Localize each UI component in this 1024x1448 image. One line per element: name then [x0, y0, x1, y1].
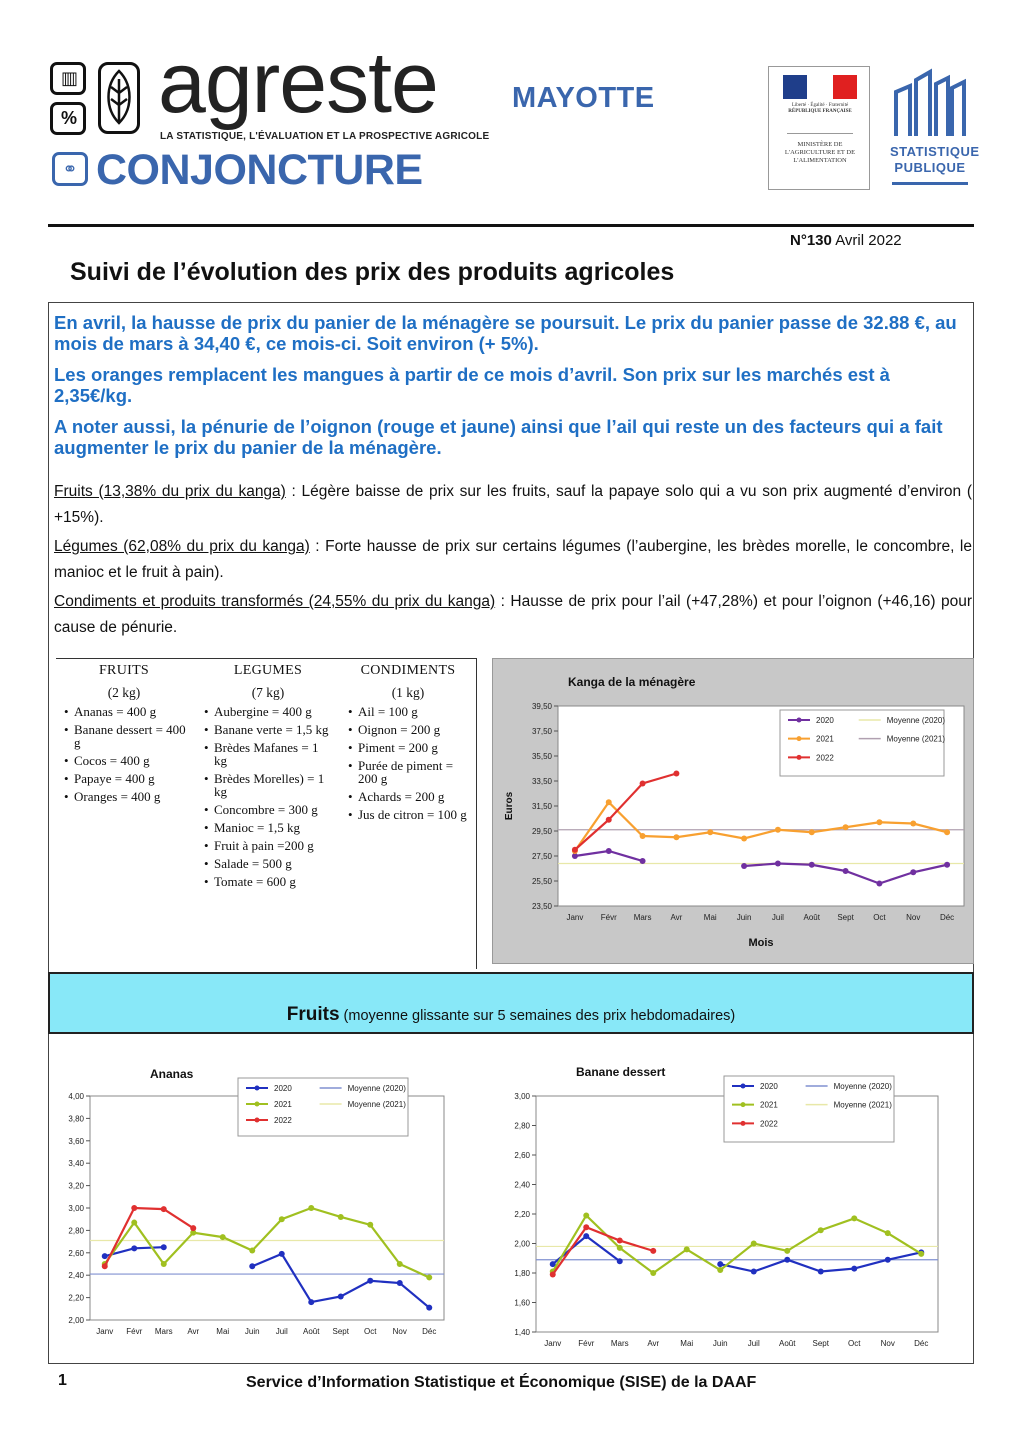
y-tick-label: 35,50 — [531, 752, 552, 761]
condiments-column — [346, 663, 470, 826]
data-point — [606, 848, 612, 854]
x-axis-label: Mois — [748, 937, 774, 949]
y-tick-label: 2,80 — [514, 1121, 530, 1131]
data-point — [876, 881, 882, 887]
legend-label: Moyenne (2021) — [886, 734, 945, 744]
paragraph-condiments-text: : Hausse de prix pour l’ail (+47,28%) et pour l’oignon (+46,16) pour cause de pénurie. — [54, 593, 972, 636]
data-point — [102, 1253, 108, 1259]
product-item: • Ananas = 400 g — [74, 705, 186, 718]
product-item: • Tomate = 600 g — [214, 875, 334, 888]
brand-name: agreste — [158, 35, 438, 131]
y-tick-label: 2,00 — [514, 1239, 530, 1249]
legend-marker — [255, 1086, 260, 1091]
data-point — [775, 827, 781, 833]
statistique-publique-logo — [890, 66, 980, 190]
x-tick-label: Févr — [600, 913, 617, 922]
product-item: • Banane dessert = 400 g — [74, 723, 186, 749]
legend-label: 2022 — [816, 753, 834, 763]
product-item: • Cocos = 400 g — [74, 754, 186, 767]
fruits-band-subtitle: (moyenne glissante sur 5 semaines des prix hebdomadaires) — [339, 1008, 736, 1024]
y-tick-label: 1,60 — [514, 1298, 530, 1308]
x-tick-label: Sept — [837, 913, 854, 922]
issue-line — [790, 232, 902, 249]
x-tick-label: Avr — [647, 1339, 660, 1348]
data-point — [944, 829, 950, 835]
y-tick-label: 33,50 — [531, 777, 552, 786]
x-tick-label: Mai — [680, 1339, 694, 1348]
bar-chart-icon: ▥ — [50, 62, 86, 95]
data-point — [818, 1269, 824, 1275]
agreste-logo-icons — [50, 62, 146, 140]
data-point — [397, 1261, 403, 1267]
x-tick-label: Juin — [244, 1327, 260, 1336]
x-tick-label: Mai — [703, 913, 717, 922]
y-tick-label: 4,00 — [68, 1092, 84, 1101]
y-tick-label: 3,40 — [68, 1159, 84, 1169]
legend-label: Moyenne (2020) — [886, 716, 945, 725]
data-point — [673, 771, 679, 777]
legend-label: 2021 — [760, 1100, 778, 1110]
data-point — [775, 861, 781, 867]
data-point — [131, 1245, 137, 1251]
legumes-column — [202, 663, 334, 893]
x-tick-label: Févr — [126, 1327, 143, 1336]
x-tick-label: Juil — [771, 913, 784, 922]
x-tick-label: Nov — [392, 1327, 407, 1336]
legend-label: Moyenne (2021) — [833, 1100, 892, 1110]
data-point — [367, 1278, 373, 1284]
legend-marker — [741, 1084, 746, 1089]
y-tick-label: 2,40 — [68, 1271, 84, 1281]
x-tick-label: Janv — [96, 1327, 114, 1336]
data-point — [784, 1248, 790, 1254]
y-tick-label: 29,50 — [531, 827, 552, 836]
y-tick-label: 31,50 — [531, 802, 552, 811]
data-point — [717, 1267, 723, 1273]
fruits-column — [62, 663, 186, 808]
share-icon: ⚭ — [52, 152, 88, 186]
kanga-composition — [56, 658, 477, 969]
x-tick-label: Juin — [736, 913, 752, 922]
legend-label: 2021 — [274, 1100, 292, 1109]
y-tick-label: 3,00 — [514, 1092, 530, 1101]
fruits-band-title: Fruits — [286, 1004, 340, 1025]
paragraph-legumes-label: Légumes (62,08% du prix du kanga) — [54, 538, 310, 555]
condiments-column-weight: (1 kg) — [391, 685, 425, 700]
issue-date: Avril 2022 — [835, 232, 902, 249]
highlight-3: A noter aussi, la pénurie de l’oignon (rouge et jaune) ainsi que l’ail qui reste un des facteurs qui a fait augmenter le prix du panier de la ménagère. — [54, 416, 943, 458]
x-tick-label: Juin — [712, 1339, 728, 1348]
product-item: • Salade = 500 g — [214, 857, 334, 870]
data-point — [818, 1227, 824, 1233]
region-name: MAYOTTE — [512, 82, 655, 114]
x-tick-label: Août — [803, 913, 820, 922]
x-tick-label: Avr — [670, 913, 683, 922]
condiments-list — [346, 705, 470, 821]
data-point — [640, 781, 646, 787]
legend-marker — [797, 718, 802, 723]
data-point — [717, 1261, 723, 1267]
x-tick-label: Déc — [939, 913, 955, 922]
header-rule — [48, 224, 974, 227]
data-point — [707, 829, 713, 835]
product-item: • Papaye = 400 g — [74, 772, 186, 785]
data-point — [650, 1248, 656, 1254]
product-item: • Purée de piment = 200 g — [358, 759, 470, 785]
series-name: CONJONCTURE — [96, 146, 423, 194]
x-tick-label: Nov — [906, 913, 921, 922]
data-point — [102, 1263, 108, 1269]
data-point — [426, 1305, 432, 1311]
data-point — [885, 1230, 891, 1236]
legend-label: 2022 — [274, 1116, 292, 1125]
data-point — [918, 1251, 924, 1257]
data-point — [741, 836, 747, 842]
x-tick-label: Sept — [812, 1339, 829, 1348]
y-tick-label: 2,20 — [514, 1210, 530, 1219]
data-point — [809, 862, 815, 868]
data-point — [640, 858, 646, 864]
y-tick-label: 1,80 — [514, 1269, 530, 1278]
product-item: • Jus de citron = 100 g — [358, 808, 470, 821]
x-tick-label: Oct — [873, 913, 886, 922]
data-point — [885, 1257, 891, 1263]
data-point — [751, 1269, 757, 1275]
data-point — [367, 1222, 373, 1228]
product-item: • Fruit à pain =200 g — [214, 839, 334, 852]
x-tick-label: Mai — [216, 1327, 230, 1336]
data-point — [606, 799, 612, 805]
data-point — [161, 1261, 167, 1267]
paragraph-condiments-label: Condiments et produits transformés (24,55% du prix du kanga) — [54, 593, 496, 610]
legumes-list — [202, 705, 334, 888]
ministry-motto: Liberté · Égalité · Fraternité — [791, 103, 849, 108]
y-tick-label: 37,50 — [531, 727, 552, 736]
legend-label: Moyenne (2021) — [347, 1100, 406, 1109]
data-point — [572, 847, 578, 853]
data-point — [876, 819, 882, 825]
legend-label: Moyenne (2020) — [347, 1084, 406, 1093]
data-point — [308, 1205, 314, 1211]
legend-label: 2020 — [274, 1084, 292, 1093]
data-point — [279, 1216, 285, 1222]
x-tick-label: Mars — [154, 1327, 173, 1336]
data-point — [684, 1246, 690, 1252]
legend-label: 2020 — [760, 1082, 778, 1091]
data-point — [640, 833, 646, 839]
data-point — [279, 1251, 285, 1257]
statpub-label: STATISTIQUE PUBLIQUE — [890, 144, 980, 176]
paragraph-fruits-label: Fruits (13,38% du prix du kanga) — [54, 483, 286, 500]
x-tick-label: Févr — [578, 1339, 595, 1348]
data-point — [843, 824, 849, 830]
data-point — [910, 821, 916, 827]
ministry-logo — [768, 66, 870, 190]
legend-marker — [255, 1102, 260, 1107]
product-item: • Oranges = 400 g — [74, 790, 186, 803]
statpub-building-icon — [890, 66, 970, 142]
x-tick-label: Août — [303, 1327, 320, 1336]
x-tick-label: Mars — [610, 1339, 629, 1348]
data-point — [338, 1293, 344, 1299]
chart-title: Kanga de la ménagère — [568, 675, 696, 689]
data-point — [751, 1241, 757, 1247]
data-point — [843, 868, 849, 874]
x-tick-label: Août — [779, 1339, 796, 1348]
percent-icon: % — [50, 102, 86, 135]
data-point — [617, 1258, 623, 1264]
product-item: • Brèdes Morelles) = 1 kg — [214, 772, 334, 798]
product-item: • Banane verte = 1,5 kg — [214, 723, 334, 736]
data-point — [741, 863, 747, 869]
paragraph-fruits — [54, 479, 972, 531]
data-point — [338, 1214, 344, 1220]
y-tick-label: 3,60 — [68, 1136, 84, 1146]
product-item: • Brèdes Mafanes = 1 kg — [214, 741, 334, 767]
y-tick-label: 2,00 — [68, 1316, 84, 1325]
highlight-1: En avril, la hausse de prix du panier de la ménagère se poursuit. Le prix du panier passe de 32.88 €, au mois de mars à 34,40 €, ce mois-ci. Soit environ (+ 5%). — [54, 312, 957, 354]
data-point — [249, 1248, 255, 1254]
product-item: • Achards = 200 g — [358, 790, 470, 803]
y-tick-label: 3,00 — [68, 1204, 84, 1213]
y-tick-label: 3,80 — [68, 1114, 84, 1124]
y-tick-label: 2,60 — [514, 1151, 530, 1160]
y-tick-label: 2,20 — [68, 1293, 84, 1303]
paragraph-legumes — [54, 534, 972, 586]
chart-title: Banane dessert — [576, 1065, 666, 1079]
data-point — [851, 1266, 857, 1272]
french-flag-icon — [783, 75, 857, 99]
fruits-column-weight: (2 kg) — [107, 685, 141, 700]
data-point — [131, 1220, 137, 1226]
x-tick-label: Oct — [848, 1339, 861, 1348]
footer-text: Service d’Information Statistique et Économique (SISE) de la DAAF — [246, 1374, 757, 1391]
legend-marker — [797, 736, 802, 741]
data-point — [249, 1263, 255, 1269]
legend-label: Moyenne (2020) — [833, 1082, 892, 1091]
y-axis-label: Euros — [504, 791, 515, 821]
banane-chart — [494, 1046, 954, 1354]
legend-label: 2020 — [816, 716, 834, 725]
data-point — [583, 1233, 589, 1239]
product-item: • Aubergine = 400 g — [214, 705, 334, 718]
legumes-column-title: LEGUMES — [233, 663, 303, 678]
y-tick-label: 27,50 — [531, 852, 552, 861]
fruits-list — [62, 705, 186, 803]
product-item: • Oignon = 200 g — [358, 723, 470, 736]
issue-number: N°130 — [790, 232, 832, 249]
x-tick-label: Janv — [544, 1339, 562, 1348]
y-tick-label: 2,80 — [68, 1226, 84, 1236]
data-point — [673, 834, 679, 840]
page-title: Suivi de l’évolution des prix des produits agricoles — [70, 258, 675, 286]
fruits-section-band — [48, 972, 974, 1034]
ananas-chart — [50, 1046, 474, 1354]
data-point — [617, 1238, 623, 1244]
y-tick-label: 23,50 — [531, 902, 552, 911]
data-point — [809, 829, 815, 835]
data-point — [944, 862, 950, 868]
data-point — [910, 869, 916, 875]
x-tick-label: Déc — [422, 1327, 437, 1336]
product-item: • Ail = 100 g — [358, 705, 470, 718]
paragraph-legumes-text: : Forte hausse de prix sur certains légumes (l’aubergine, les brèdes morelle, le concombre, le manioc et le fruit à pain). — [54, 538, 972, 581]
x-tick-label: Oct — [364, 1327, 377, 1336]
y-tick-label: 3,20 — [68, 1181, 84, 1191]
data-point — [650, 1270, 656, 1276]
legend-label: 2021 — [816, 734, 834, 744]
highlight-2: Les oranges remplacent les mangues à partir de ce mois d’avril. Son prix sur les marchés est à 2,35€/kg. — [54, 364, 890, 406]
data-point — [220, 1234, 226, 1240]
paragraph-fruits-text: : Légère baisse de prix sur les fruits, sauf la papaye solo qui a vu son prix augmenté d’environ ( +15%). — [54, 483, 972, 526]
data-point — [308, 1299, 314, 1305]
condiments-column-title: CONDIMENTS — [360, 663, 456, 678]
data-point — [583, 1212, 589, 1218]
page-number: 1 — [58, 1372, 67, 1389]
y-tick-label: 2,40 — [514, 1180, 530, 1190]
legend-label: 2022 — [760, 1119, 778, 1129]
x-tick-label: Avr — [187, 1327, 200, 1336]
y-tick-label: 2,60 — [68, 1248, 84, 1258]
y-tick-label: 25,50 — [531, 877, 552, 886]
product-item: • Concombre = 300 g — [214, 803, 334, 816]
y-tick-label: 1,40 — [514, 1328, 530, 1337]
x-tick-label: Janv — [566, 913, 584, 922]
brand-tagline: LA STATISTIQUE, L'ÉVALUATION ET LA PROSPECTIVE AGRICOLE — [160, 131, 490, 142]
data-point — [161, 1206, 167, 1212]
legumes-column-weight: (7 kg) — [251, 685, 285, 700]
chart-title: Ananas — [150, 1067, 194, 1081]
ministry-divider — [787, 133, 853, 134]
data-point — [426, 1274, 432, 1280]
x-tick-label: Nov — [880, 1339, 895, 1348]
x-tick-label: Sept — [332, 1327, 349, 1336]
data-point — [131, 1205, 137, 1211]
kanga-chart — [492, 658, 974, 964]
ministry-name: MINISTÈRE DE L'AGRICULTURE ET DE L'ALIMENTATION — [784, 141, 856, 165]
data-point — [617, 1245, 623, 1251]
data-point — [851, 1215, 857, 1221]
legend-marker — [741, 1121, 746, 1126]
ministry-republic: RÉPUBLIQUE FRANÇAISE — [788, 109, 852, 114]
product-item: • Piment = 200 g — [358, 741, 470, 754]
paragraph-condiments — [54, 589, 972, 641]
data-point — [161, 1244, 167, 1250]
x-tick-label: Déc — [914, 1339, 929, 1348]
data-point — [606, 817, 612, 823]
product-item: • Manioc = 1,5 kg — [214, 821, 334, 834]
data-point — [397, 1280, 403, 1286]
x-tick-label: Mars — [633, 913, 652, 922]
data-point — [583, 1224, 589, 1230]
y-tick-label: 39,50 — [531, 702, 552, 711]
x-tick-label: Juil — [275, 1327, 288, 1336]
leaf-icon — [98, 62, 140, 134]
legend-marker — [255, 1118, 260, 1123]
x-tick-label: Juil — [747, 1339, 760, 1348]
legend-marker — [797, 755, 802, 760]
data-point — [550, 1271, 556, 1277]
data-point — [190, 1225, 196, 1231]
legend-marker — [741, 1102, 746, 1107]
fruits-column-title: FRUITS — [98, 663, 150, 678]
data-point — [784, 1257, 790, 1263]
